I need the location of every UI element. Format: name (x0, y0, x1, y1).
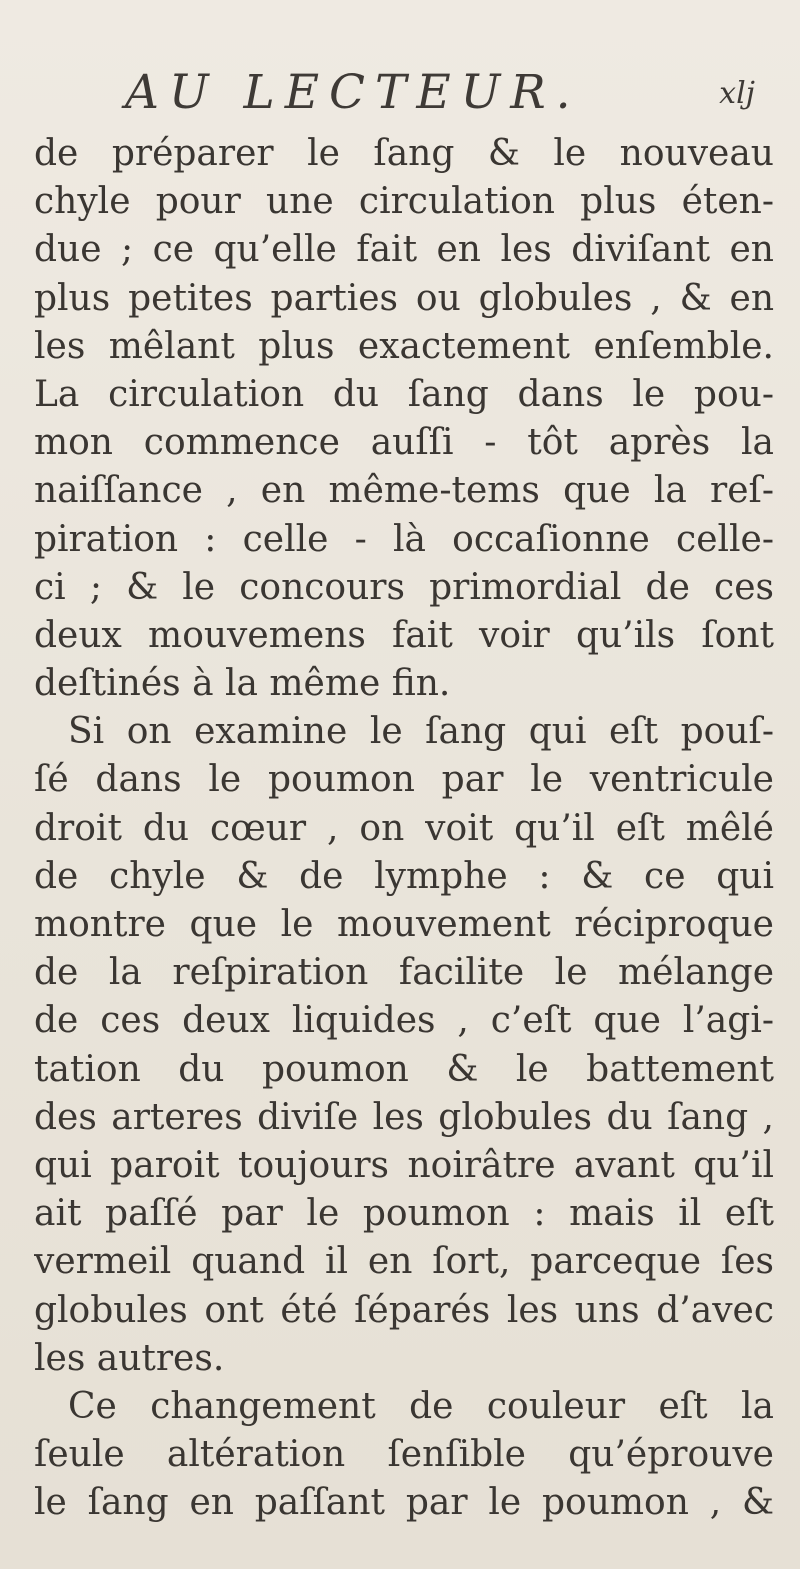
text-line: Si on examine le ſang qui eſt pouſ- (68, 711, 774, 753)
text-line: ait paſſé par le poumon : mais il eſt (34, 1193, 774, 1235)
running-head (125, 62, 765, 124)
text-line: le ſang en paſſant par le poumon , & (34, 1482, 774, 1524)
text-line: de chyle & de lymphe : & ce qui (34, 855, 774, 897)
text-line: naiſſance , en même-tems que la reſ- (34, 470, 774, 512)
text-line: tation du poumon & le battement (34, 1048, 774, 1090)
text-line: de préparer le ſang & le nouveau (34, 133, 774, 174)
text-line: mon commence auſſi - tôt après la (34, 422, 774, 464)
text-line: La circulation du ſang dans le pou- (34, 373, 774, 415)
body-text (34, 130, 774, 1527)
text-line: les autres. (34, 1337, 225, 1379)
text-line: deſtinés à la même fin. (34, 663, 451, 705)
text-line: plus petites parties ou globules , & en (34, 277, 774, 319)
running-title: AU LECTEUR. (125, 65, 581, 120)
text-line: ci ; & le concours primordial de ces (34, 566, 774, 608)
text-line: chyle pour une circulation plus éten- (34, 181, 774, 223)
text-line: les mêlant plus exactement enſemble. (34, 325, 774, 367)
text-line: due ; ce qu’elle fait en les diviſant en (34, 229, 774, 271)
text-line: piration : celle - là occaſionne celle- (34, 518, 774, 560)
text-line: droit du cœur , on voit qu’il eſt mêlé (34, 807, 774, 849)
text-line: de la reſpiration facilite le mélange (34, 952, 774, 994)
text-line: ſé dans le poumon par le ventricule (34, 759, 774, 801)
page-number: xlj (719, 76, 755, 111)
text-line: montre que le mouvement réciproque (34, 904, 774, 945)
text-line: de ces deux liquides , c’eſt que l’agi- (34, 1000, 774, 1042)
text-line: ſeule altération ſenſible qu’éprouve (34, 1434, 774, 1476)
text-line: vermeil quand il en ſort, parceque ſes (34, 1241, 774, 1283)
text-line: Ce changement de couleur eſt la (68, 1385, 774, 1427)
text-line: globules ont été ſéparés les uns d’avec (34, 1289, 774, 1331)
text-line: deux mouvemens fait voir qu’ils ſont (34, 614, 774, 656)
text-line: des arteres diviſe les globules du ſang , (34, 1096, 774, 1138)
text-line: qui paroit toujours noirâtre avant qu’il (34, 1144, 774, 1186)
